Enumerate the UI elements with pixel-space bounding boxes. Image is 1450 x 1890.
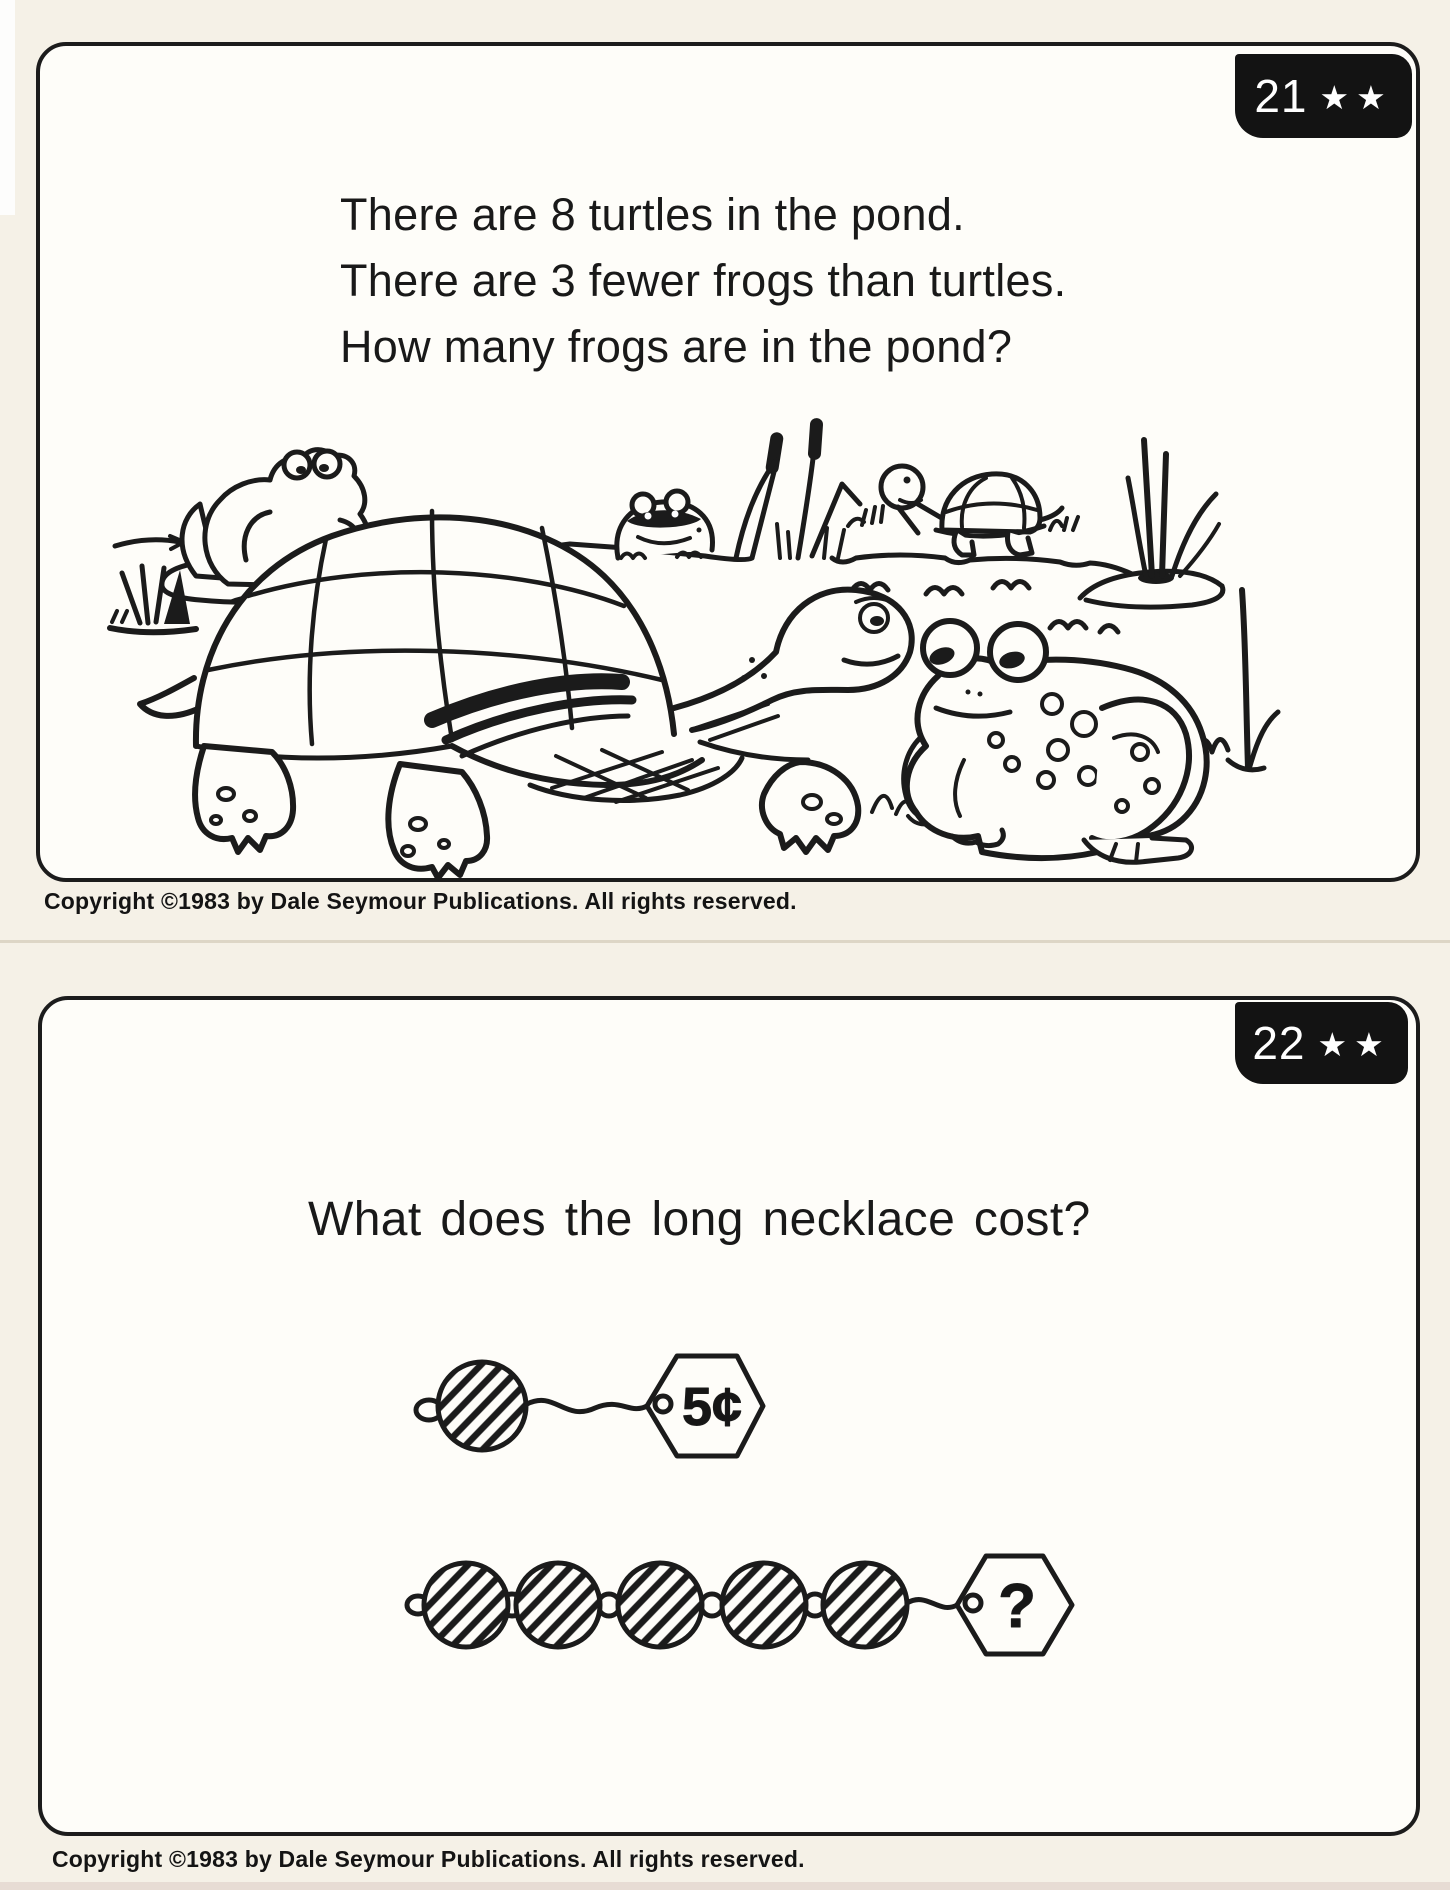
card-22-number-badge — [1235, 1002, 1408, 1084]
pond-illustration — [100, 408, 1280, 880]
difficulty-stars-icon: ★★ — [1319, 78, 1393, 116]
problem-text — [340, 182, 1066, 380]
necklace-string — [527, 1400, 647, 1411]
copyright-line: Copyright ©1983 by Dale Seymour Publications. All rights reserved. — [44, 888, 797, 914]
price-tag-hexagon — [957, 1556, 1072, 1654]
necklace-string — [907, 1600, 957, 1608]
reed-island — [1080, 440, 1223, 607]
small-turtle-walking — [848, 466, 1078, 555]
tag-hole — [655, 1396, 671, 1412]
big-frog — [904, 621, 1207, 862]
difficulty-stars-icon: ★★ — [1317, 1025, 1391, 1063]
short-necklace-illustration — [415, 1336, 795, 1486]
scan-edge — [0, 0, 15, 215]
question-text: What does the long necklace cost? — [308, 1193, 1091, 1246]
scan-seam — [0, 940, 1450, 943]
card-number: 21 — [1254, 70, 1308, 122]
problem-line: There are 8 turtles in the pond. — [340, 189, 965, 240]
bead — [722, 1563, 806, 1647]
bead — [438, 1362, 526, 1450]
long-necklace-illustration — [405, 1533, 1105, 1683]
problem-line: How many frogs are in the pond? — [340, 321, 1013, 372]
problem-line: There are 3 fewer frogs than turtles. — [340, 255, 1067, 306]
cattails — [736, 418, 860, 558]
card-21-number-badge — [1235, 54, 1412, 138]
bead — [424, 1563, 508, 1647]
tag-hole — [965, 1595, 981, 1611]
price-tag-hexagon — [647, 1356, 763, 1456]
price-label: 5¢ — [681, 1377, 743, 1437]
bead — [618, 1563, 702, 1647]
bead — [823, 1563, 907, 1647]
copyright-line: Copyright ©1983 by Dale Seymour Publications. All rights reserved. — [52, 1846, 805, 1872]
price-label: ? — [998, 1572, 1036, 1641]
card-number: 22 — [1252, 1017, 1306, 1069]
scan-edge-bottom — [0, 1882, 1450, 1890]
bead — [516, 1563, 600, 1647]
small-frog-peeking — [617, 491, 713, 558]
